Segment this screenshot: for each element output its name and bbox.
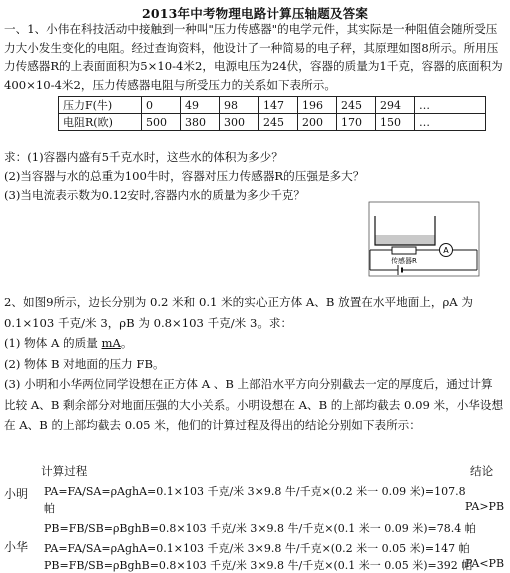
conclusion: PA>PB <box>465 500 505 513</box>
page-title: 2013年中考物理电路计算压轴题及答案 <box>141 6 369 21</box>
item-text: (1) 物体 A 的质量 <box>4 336 102 350</box>
table-row <box>59 97 486 114</box>
conclusion: PA<PB <box>465 557 505 570</box>
calc-line: 帕 <box>44 502 55 515</box>
table-cell: 150 <box>376 114 415 131</box>
item-text: 。 <box>120 336 133 350</box>
student-name: 小明 <box>4 487 29 501</box>
conclusion-column-header: 结论 <box>470 464 494 478</box>
table-cell: 300 <box>220 114 259 131</box>
table-row-head: 电阻R(欧) <box>59 114 142 131</box>
table-cell: 294 <box>376 97 415 114</box>
pressure-sensor <box>392 247 416 254</box>
table-cell: 196 <box>298 97 337 114</box>
student-name: 小华 <box>4 540 29 554</box>
calc-line: PA=FA/SA=ρAghA=0.1×103 千克/米 3×9.8 牛/千克×(0.2 米一 0.09 米)=107.8 <box>44 485 466 498</box>
table-row-head: 压力F(牛) <box>59 97 142 114</box>
force-resistance-table <box>58 96 486 131</box>
question-2-item-1 <box>4 333 504 354</box>
question-2-item-2: (2) 物体 B 对地面的压力 FB。 <box>4 356 165 371</box>
calc-line: PB=FB/SB=ρBghB=0.8×103 千克/米 3×9.8 牛/千克×(0.1 米一 0.09 米)=78.4 帕 <box>44 522 476 535</box>
question-1-text: 一、1、小伟在科技活动中接触到一种叫"压力传感器"的电学元件，其实际是一种阻值会随所受压力大小发生变化的电阻。经过查询资料，他设计了一种简易的电子秤，其原理如图8所示。所用压力传感器R的上表面面积为5×10-4米2，电源电压为24伏，容器的质量为1千克，容器的底面积为400×10-4米2，压力传感器电阻与所受压力的关系如下表所示。 <box>4 22 503 92</box>
process-column-header: 计算过程 <box>41 464 88 478</box>
table-cell: 200 <box>298 114 337 131</box>
question-2-item-3: (3) 小明和小华两位同学设想在正方体 A 、B 上部沿水平方向分别截去一定的厚度后，通过计算比较 A、B 剩余部分对地面压强的大小关系。小明设想在 A、B 的上部均截去 0.09 米，小华设想在 A、B 的上部均截去 0.05 米，他们的计算过程及得出的结论分别如下表所示： <box>4 377 504 432</box>
table-cell: 245 <box>259 114 298 131</box>
item-underlined: mA <box>101 336 121 350</box>
table-cell: 245 <box>337 97 376 114</box>
table-cell: … <box>415 97 486 114</box>
table-cell: 98 <box>220 97 259 114</box>
table-cell: … <box>415 114 486 131</box>
table-cell: 380 <box>181 114 220 131</box>
calc-line: PB=FB/SB=ρBghB=0.8×103 千克/米 3×9.8 牛/千克×(0.1 米一 0.05 米)=392 帕 <box>44 559 473 572</box>
calc-line: PA=FA/SA=ρAghA=0.1×103 千克/米 3×9.8 牛/千克×(0.2 米一 0.05 米)=147 帕 <box>44 542 470 555</box>
ask-line: (2)当容器与水的总重为100牛时，容器对压力传感器R的压强是多大？ <box>4 169 365 183</box>
question-1-asks <box>4 148 504 205</box>
sensor-label: 传感器R <box>391 257 417 265</box>
table-cell: 170 <box>337 114 376 131</box>
question-2-text <box>4 292 504 436</box>
ask-line: 求：(1)容器内盛有5千克水时，这些水的体积为多少？ <box>4 150 283 164</box>
water-fill <box>375 235 435 245</box>
ammeter-label: A <box>443 246 449 255</box>
table-cell: 500 <box>142 114 181 131</box>
table-cell: 49 <box>181 97 220 114</box>
question-2-intro: 2、如图9所示，边长分别为 0.2 米和 0.1 米的实心正方体 A、B 放置在水平地面上，ρA 为0.1×103 千克/米 3，ρB 为 0.8×103 千克/米 3。求： <box>4 295 473 330</box>
table-row <box>59 114 486 131</box>
table-cell: 147 <box>259 97 298 114</box>
table-cell: 0 <box>142 97 181 114</box>
scale-circuit-diagram <box>368 201 480 277</box>
ask-line: (3)当电流表示数为0.12安时,容器内水的质量为多少千克？ <box>4 188 305 202</box>
